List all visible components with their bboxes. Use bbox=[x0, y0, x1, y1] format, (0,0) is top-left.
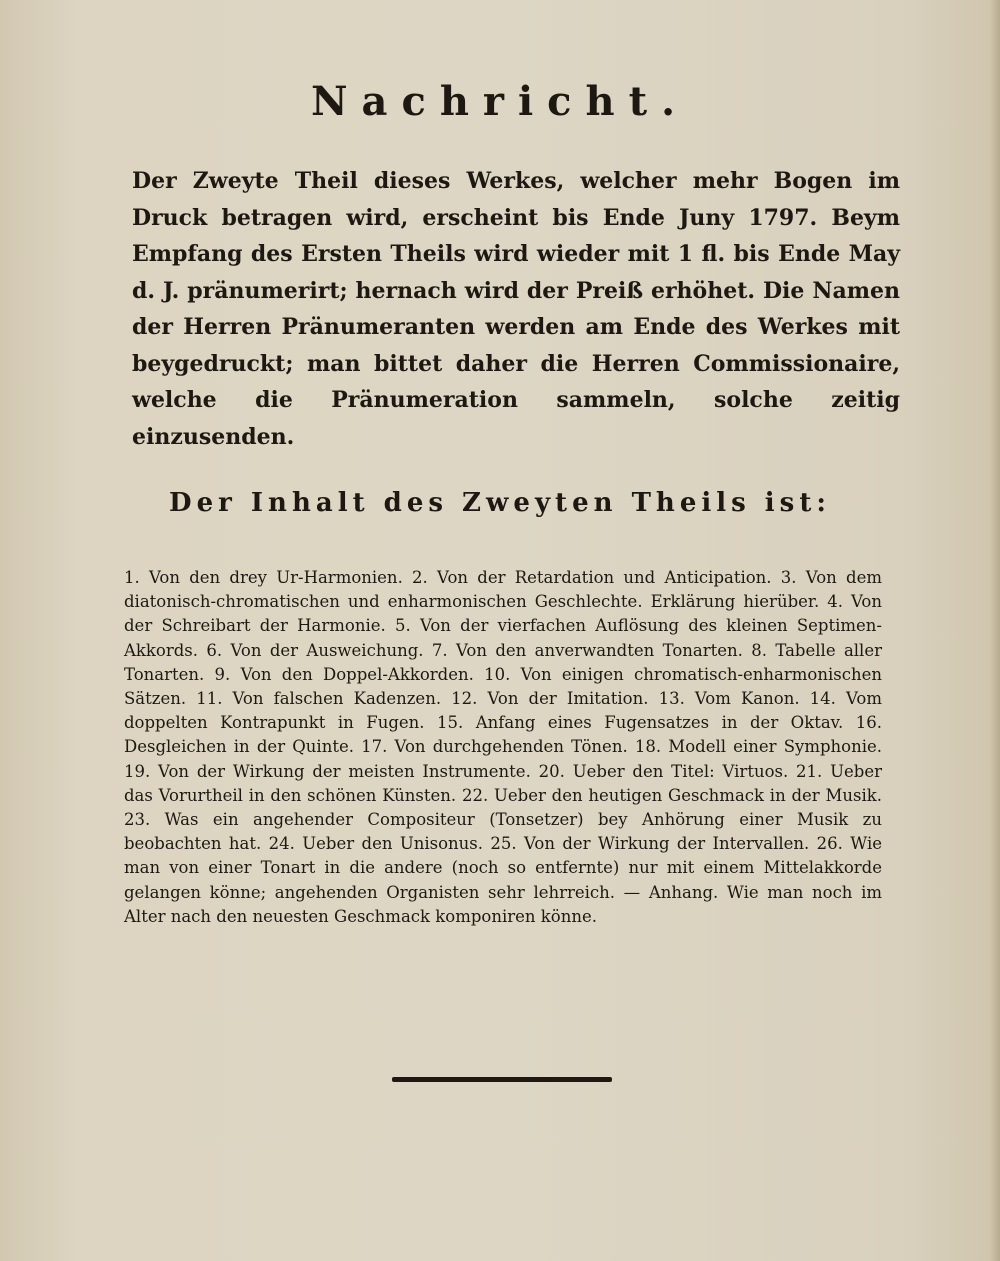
contents-list: 1. Von den drey Ur-Harmonien. 2. Von der Retardation und Anticipation. 3. Von dem diatonisch-chromatischen und enharmonischen Geschlechte. Erklärung hierüber. 4. Von der Schreibart der Harmonie. 5. Von der vierfachen Auflösung des kleinen Septimen-Akkords. 6. Von der Ausweichung. 7. Von den anverwandten Tonarten. 8. Tabelle aller Tonarten. 9. Von den Doppel-Akkorden. 10. Von einigen chromatisch-enharmonischen Sätzen. 11. Von falschen Kadenzen. 12. Von der Imitation. 13. Vom Kanon. 14. Vom doppelten Kontrapunkt in Fugen. 15. Anfang eines Fugensatzes in der Oktav. 16. Desgleichen in der Quinte. 17. Von durchgehenden Tönen. 18. Modell einer Symphonie. 19. Von der Wirkung der meisten Instrumente. 20. Ueber den Titel: Virtuos. 21. Ueber das Vorurtheil in den schönen Künsten. 22. Ueber den heutigen Geschmack in der Musik. 23. Was ein angehender Compositeur (Tonsetzer) bey Anhörung einer Musik zu beobachten hat. 24. Ueber den Unisonus. 25. Von der Wirkung der Intervallen. 26. Wie man von einer Tonart in die andere (noch so entfernte) nur mit einem Mittelakkorde gelangen könne; angehenden Organisten sehr lehrreich. — Anhang. Wie man noch im Alter nach den neuesten Geschmack komponiren könne. bbox=[124, 568, 882, 926]
page-title: Nachricht. bbox=[310, 78, 690, 125]
notice-paragraph: Der Zweyte Theil dieses Werkes, welcher mehr Bogen im Druck betragen wird, erscheint bis Ende Juny 1797. Beym Empfang des Ersten Theils wird wieder mit 1 fl. bis Ende May d. J. pränumerirt; hernach wird der Preiß erhöhet. Die Namen der Herren Pränumeranten werden am Ende des Werkes mit beygedruckt; man bittet daher die Herren Commissionaire, welche die Pränumeration sammeln, solche zeitig einzusenden. bbox=[132, 168, 900, 450]
contents-heading: Der Inhalt des Zweyten Theils ist: bbox=[169, 488, 831, 518]
closing-rule bbox=[392, 1077, 612, 1082]
page-edge bbox=[990, 0, 1000, 1261]
